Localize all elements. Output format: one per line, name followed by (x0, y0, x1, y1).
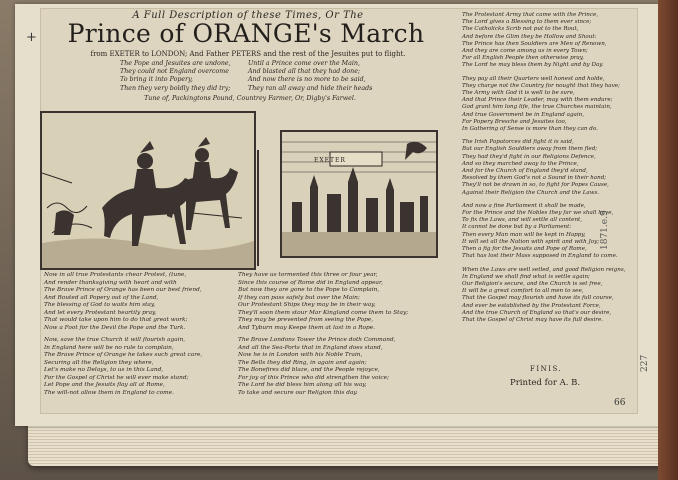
verse-line: And Routed all Popery out of the Land, (44, 294, 159, 301)
verse-line: Then every Man man will be kept in Happy, (462, 231, 586, 238)
intro-line: They ran all away and hide their heads (248, 84, 373, 92)
printer-line: Printed for A. B. (510, 378, 581, 388)
verse-line: That has lost their Mass supposed in England to come. (462, 253, 618, 260)
verse-line: The will-not allow them in England to come. (44, 389, 174, 396)
verse-line: And let every Protestant heartily pray, (44, 309, 157, 316)
verse-line: They have us tormented this three or four year, (238, 272, 378, 278)
title-top: A Full Description of these Times, Or The (132, 10, 364, 21)
verse-line: The Lord he may bless them by Night and by Day. (462, 62, 604, 69)
verse-line: Against their Religion the Church and the Laws. (462, 189, 600, 196)
margin-mark: + (26, 30, 37, 45)
verse-line: If they can pass safely but over the Main; (238, 294, 360, 301)
intro-line: Then they very boldly they did try; (120, 84, 231, 92)
tune-line: Tune of, Packingtons Pound, Countrey Farmer, Or, Digby's Farwel. (144, 95, 356, 102)
exeter-label: EXETER (314, 157, 346, 164)
intro-verse-left (120, 60, 231, 93)
verse-line: Our Protestant Ships they may be in their way, (238, 302, 376, 308)
title-main: Prince of ORANGE's March (67, 19, 425, 48)
verse-line: The Bells they did Ring, in again and again; (238, 359, 367, 366)
verse-line: When the Laws are well setled, and good Religion reigns, (462, 266, 626, 273)
intro-line: They could not England overcome (120, 68, 229, 76)
verse-line: The Protestant Army that came with the Prince, (462, 12, 599, 18)
intro-line: The Pope and Jesuites are undone, (120, 60, 231, 67)
shelfmark: 1871.e.9 (600, 210, 610, 250)
verse-line: It will set all the Nation with spirit and with Joy; (462, 238, 600, 245)
verse-line: They'll not be drawn in so, to fight for Popes Cause, (462, 182, 609, 189)
verse-line: In England we shall find what is settle again; (462, 273, 590, 280)
exeter-illustration (282, 132, 436, 256)
verse-line: Since this course of Rome did in England appear, (238, 279, 383, 286)
verse-line: And that Prince their Leader, may with them endure; (462, 97, 613, 104)
verse-line: Now he is in London with his Noble Train, (238, 352, 363, 358)
intro-line: To bring it into Popery, (120, 76, 193, 84)
verse-line: Now a Foot for the Devil the Pope and the Turk. (44, 324, 186, 331)
verse-line: They pay all their Quarters well honest and holde, (462, 75, 605, 82)
verse-line: That the Gospel may flourish and have its full course, (462, 295, 614, 302)
verse-line: But our English Souldiers away from them fled; (462, 146, 598, 153)
title-sub: from EXETER to LONDON; And Father PETERS and the rest of the Jesuites put to flight. (90, 50, 406, 58)
verse-line: But now they are gone to the Pope to Complain, (238, 287, 380, 293)
verse-line: And for the Church of England they'd stand, (462, 168, 588, 175)
verse-line: To fix the Laws, and will settle all content, (462, 217, 583, 224)
verse-line: Our Religion's secure, and the Church is set free, (462, 280, 603, 287)
verse-line: For joy of this Prince who did strengthen the voice; (238, 374, 389, 381)
verse-line: To take and secure our Religion this day. (238, 389, 358, 396)
intro-line: And blasted all that they had done; (248, 68, 361, 76)
verse-line: They'll soon them stour Mar Kingland come them to Stay; (238, 309, 409, 316)
verse-line: It will be a great comfort to all men to see, (462, 288, 584, 295)
verse-line: And before the Glim they be Hollow and Shout: (462, 33, 597, 40)
verse-line: In England here will be no rule to complain, (44, 344, 174, 351)
woodcut-divider (257, 150, 259, 266)
woodcut-exeter (280, 130, 438, 258)
verse-line: That would take upon him to do that great work; (44, 317, 188, 323)
page-number: 66 (614, 398, 626, 408)
verse-line: In Gathering of Sense is more than they can do. (462, 126, 598, 133)
verse-line: And they are come among us in every Town; (462, 48, 588, 55)
intro-line: And now there is no more to be said, (248, 76, 366, 84)
verse-column-left (44, 272, 202, 397)
verse-line: They may be prevented from seeing the Pope, (238, 317, 374, 323)
verse-line: The Brave Londons Tower the Prince doth Command, (238, 337, 396, 343)
verse-column-middle (238, 272, 408, 397)
verse-line: For Popery Bresche and Jesuites too, (462, 118, 567, 125)
verse-line: And so they marched away to the Prince, (462, 160, 579, 167)
horsemen-illustration (42, 113, 254, 268)
intro-line: Until a Prince come over the Main, (248, 60, 360, 67)
verse-line: For all English People then otherwise pray, (462, 55, 584, 62)
verse-line: And all the Sea-Ports that in England does stand, (238, 344, 383, 351)
verse-line: For the Prince and the Nobles they far we shall have, (462, 210, 614, 217)
verse-line: Let Pope and the Jesuits flay all at Rome, (44, 382, 165, 388)
verse-line: The Lord gives a Blessing to them ever since; (462, 19, 592, 26)
verse-line: The blessing of God to waits him stay, (44, 302, 156, 308)
verse-line: The Brave Prince of Orange has been our best friend, (44, 287, 202, 293)
verse-line: Now in all true Protestants chear Protest, (tune, (44, 272, 187, 278)
verse-line: And Tyburn may Keepe them at last in a Rope. (238, 324, 375, 331)
verse-line: And render thanksgiving with heart and with (44, 279, 177, 286)
verse-line: Securing all the Religion they where, (44, 359, 154, 366)
verse-line: The Prince has then Souldiers are Men of Renown, (462, 40, 607, 47)
page-number-vertical: 227 (640, 354, 650, 372)
verse-line: And ever be established by the Protestant Force, (462, 302, 601, 309)
verse-line: The Lord he did bless him along all his way, (238, 382, 367, 388)
verse-line: And now a fine Parliament it shall be made, (462, 202, 586, 209)
verse-line: It cannot be done but by a Parliament: (462, 224, 572, 231)
verse-line: The Catholicks Scrib not put to the Rout, (462, 26, 579, 33)
verse-line: Now, save the true Church it will flourish again, (44, 337, 186, 343)
intro-verse-right (248, 60, 372, 93)
woodcut-horsemen (40, 111, 256, 270)
verse-line: For the Gospel of Christ he will ever make stand; (44, 374, 189, 381)
verse-line: They had they'd fight in our Religions Defence, (462, 153, 596, 160)
verse-line: Resolved by them God's not a Sound in their hand; (462, 175, 607, 182)
verse-line: And true Government be in England again, (462, 111, 585, 118)
verse-line: Then a fig for the Jesuits and Pope of Rome, (462, 246, 587, 253)
verse-column-right (462, 12, 625, 324)
book-spine (658, 0, 678, 480)
verse-line: The Irish Papatorces did fight it is said, (462, 139, 574, 146)
verse-line: Let's make no Delays, to us in this Land, (44, 367, 164, 373)
verse-line: The Army with God it is well to be sure, (462, 90, 575, 97)
verse-line: That the Gospel of Christ may have its full desire. (462, 316, 604, 323)
verse-line: The Brave Prince of Orange he takes such great care, (44, 352, 203, 358)
verse-line: God grant him long life, the true Churches maintain, (462, 104, 612, 111)
finis: FINIS. (530, 365, 563, 373)
verse-line: They charge not the Country for nought that they have; (462, 82, 620, 89)
verse-line: The Bonefires did blaze, and the People rejoyce, (238, 367, 380, 373)
verse-line: And the true Church of England so that's our desire, (462, 309, 612, 316)
